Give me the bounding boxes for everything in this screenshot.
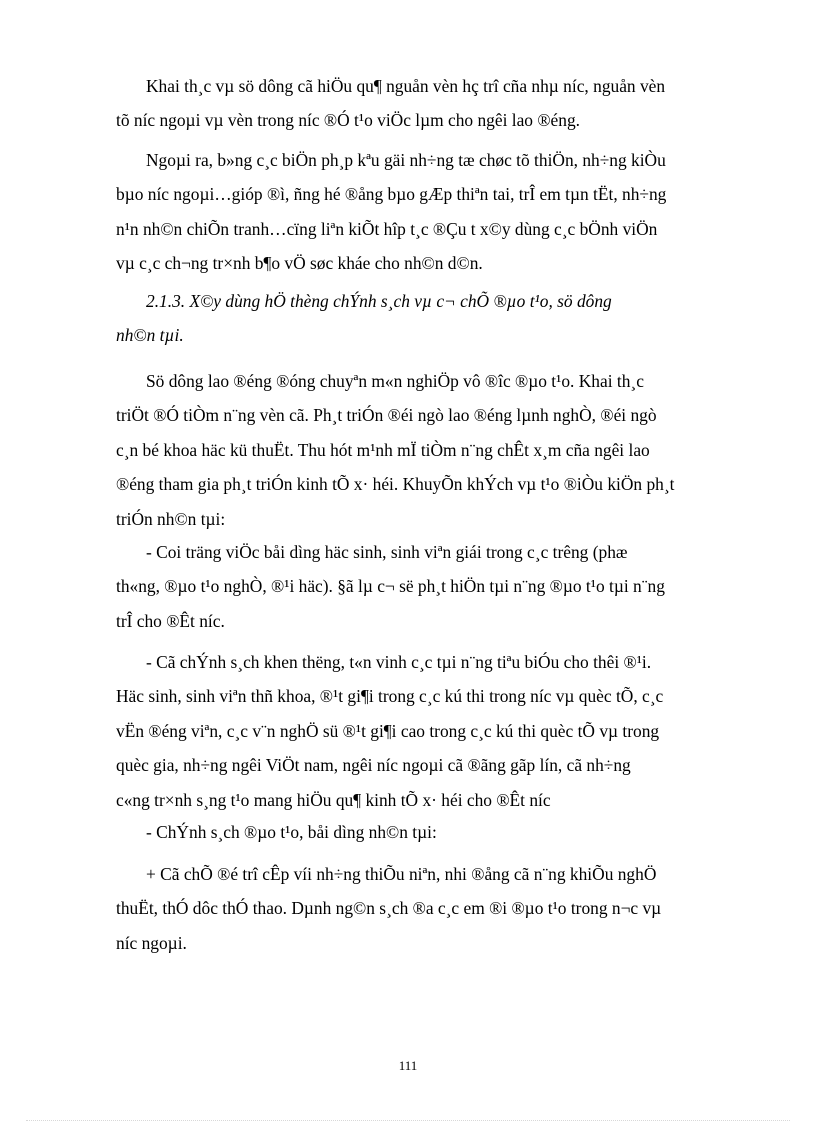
paragraph-2-line-3: n¹n nh©n chiÕn tranh…cïng liªn kiÕt hîp t¸c ®Çu t x©y dùng c¸c bÖnh viÖn (116, 218, 658, 239)
paragraph-1 (116, 69, 738, 138)
paragraph-7-line-2: thuËt, thÓ dôc thÓ thao. Dµnh ng©n s¸ch ®a c¸c em ®i ®µo t¹o trong n¬c vµ (116, 898, 662, 919)
paragraph-5 (116, 645, 738, 817)
paragraph-5-line-3: vËn ®éng viªn, c¸c v¨n nghÖ sü ®¹t gi¶i cao trong c¸c kú thi quèc tÕ vµ trong (116, 720, 660, 741)
paragraph-3 (116, 364, 738, 536)
paragraph-3-line-5: triÓn nh©n tµi: (116, 508, 226, 529)
paragraph-7-line-1: + Cã chÕ ®é trî cÊp víi nh÷ng thiÕu niªn, nhi ®ång cã n¨ng khiÕu nghÖ (146, 864, 657, 884)
page-number: 111 (398, 1058, 418, 1073)
section-heading-line-2: nh©n tµi. (116, 325, 184, 346)
paragraph-1-line-2: tõ níc ngoµi vµ vèn trong níc ®Ó t¹o viÖc lµm cho ngêi lao ®éng. (116, 110, 581, 131)
paragraph-3-line-1: Sö dông lao ®éng ®óng chuyªn m«n nghiÖp vô ®îc ®µo t¹o. Khai th¸c (146, 371, 644, 391)
paragraph-6 (116, 815, 738, 849)
paragraph-4-line-1: - Coi träng viÖc båi dìng häc sinh, sinh viªn giái trong c¸c trêng (phæ (146, 542, 628, 562)
paragraph-2 (116, 143, 738, 281)
paragraph-5-line-5: c«ng tr×nh s¸ng t¹o mang hiÖu qu¶ kinh tÕ x· héi cho ®Êt níc (116, 789, 551, 810)
paragraph-1-line-1: Khai th¸c vµ sö dông cã hiÖu qu¶ nguån vèn hç trî cña nhµ níc, nguån vèn (146, 76, 666, 96)
paragraph-3-line-4: ®éng tham gia ph¸t triÓn kinh tÕ x· héi. KhuyÕn khÝch vµ t¹o ®iÒu kiÖn ph¸t (116, 474, 675, 495)
paragraph-3-line-3: c¸n bé khoa häc kü thuËt. Thu hót m¹nh mÏ tiÒm n¨ng chÊt x¸m cña ngêi lao (116, 439, 650, 460)
page-bottom-divider (26, 1120, 790, 1121)
section-heading-2-1-3 (116, 284, 738, 353)
paragraph-4-line-2: th«ng, ®µo t¹o nghÒ, ®¹i häc). §ã lµ c¬ së ph¸t hiÖn tµi n¨ng ®µo t¹o tµi n¨ng (116, 576, 665, 597)
paragraph-4-line-3: trÎ cho ®Êt níc. (116, 610, 225, 631)
paragraph-3-line-2: triÖt ®Ó tiÒm n¨ng vèn cã. Ph¸t triÓn ®éi ngò lao ®éng lµnh nghÒ, ®éi ngò (116, 405, 657, 426)
paragraph-2-line-4: vµ c¸c ch¬ng tr×nh b¶o vÖ søc kháe cho nh©n d©n. (116, 253, 483, 274)
paragraph-5-line-2: Häc sinh, sinh viªn thñ khoa, ®¹t gi¶i trong c¸c kú thi trong níc vµ quèc tÕ, c¸c (116, 686, 664, 707)
paragraph-6-line-1: - ChÝnh s¸ch ®µo t¹o, båi dìng nh©n tµi: (146, 822, 437, 842)
paragraph-2-line-2: bµo níc ngoµi…gióp ®ì, ñng hé ®ång bµo gÆp thiªn tai, trÎ em tµn tËt, nh÷ng (116, 184, 667, 205)
paragraph-4 (116, 535, 738, 638)
paragraph-7-line-3: níc ngoµi. (116, 932, 187, 953)
paragraph-2-line-1: Ngoµi ra, b»ng c¸c biÖn ph¸p kªu gäi nh÷ng tæ chøc tõ thiÖn, nh÷ng kiÒu (146, 150, 666, 170)
section-heading-line-1: 2.1.3. X©y dùng hÖ thèng chÝnh s¸ch vµ c¬ chÕ ®µo t¹o, sö dông (146, 291, 612, 311)
paragraph-5-line-4: quèc gia, nh÷ng ngêi ViÖt nam, ngêi níc ngoµi cã ®ãng gãp lín, cã nh÷ng (116, 755, 631, 776)
paragraph-5-line-1: - Cã chÝnh s¸ch khen thëng, t«n vinh c¸c tµi n¨ng tiªu biÓu cho thêi ®¹i. (146, 652, 652, 672)
paragraph-7 (116, 857, 738, 960)
